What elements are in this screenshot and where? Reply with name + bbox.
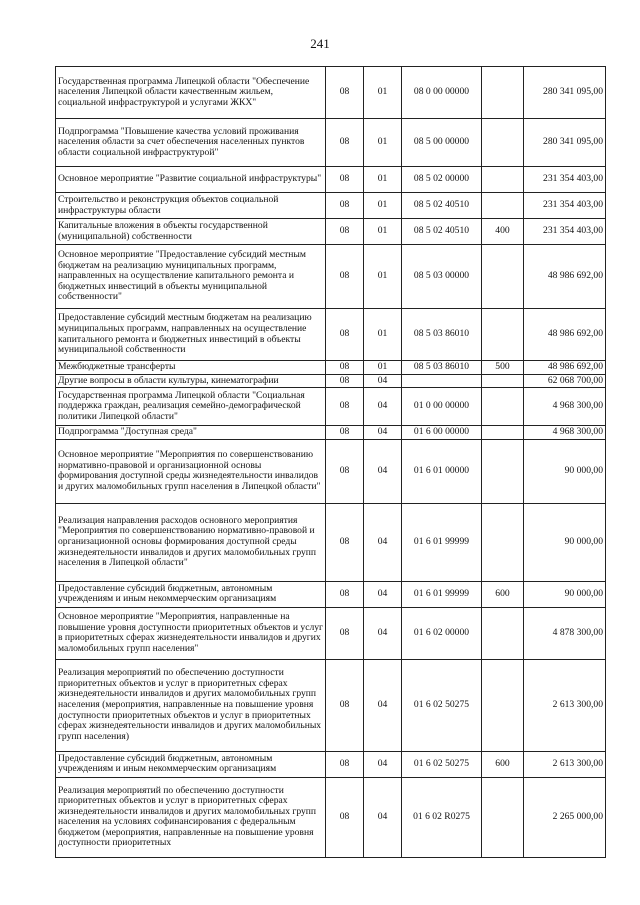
subsection-code-cell: 04: [364, 581, 402, 607]
expense-type-cell: [482, 659, 524, 751]
subsection-code-cell: 01: [364, 167, 402, 193]
section-code-cell: 08: [326, 374, 364, 388]
amount-cell: 2 613 300,00: [524, 659, 606, 751]
expense-type-cell: [482, 119, 524, 167]
expense-type-cell: [482, 503, 524, 581]
section-code-cell: 08: [326, 309, 364, 361]
amount-cell: 48 986 692,00: [524, 361, 606, 375]
row-name-cell: Капитальные вложения в объекты государственной (муниципальной) собственности: [56, 219, 326, 245]
amount-cell: 90 000,00: [524, 581, 606, 607]
row-name-cell: Реализация мероприятий по обеспечению доступности приоритетных объектов и услуг в приоритетных сферах жизнедеятельности инвалидов и других маломобильных групп населения (мероприятия, направленные на повышение уровня доступности приоритетных объектов и услуг в приоритетных сферах жизнедеятельности инвалидов и других маломобильных групп населения): [56, 659, 326, 751]
subsection-code-cell: 04: [364, 426, 402, 440]
target-article-cell: 01 6 02 00000: [402, 607, 482, 659]
amount-cell: 48 986 692,00: [524, 309, 606, 361]
expense-type-cell: [482, 67, 524, 119]
row-name-cell: Основное мероприятие "Мероприятия по совершенствованию нормативно-правовой и организационной основы формирования доступной среды жизнедеятельности инвалидов и других маломобильных групп населения в Липецкой области": [56, 439, 326, 503]
row-name-cell: Реализация направления расходов основного мероприятия "Мероприятия по совершенствованию нормативно-правовой и организационной основы формирования доступной среды жизнедеятельности инвалидов и других маломобильных групп населения в Липецкой области": [56, 503, 326, 581]
subsection-code-cell: 04: [364, 607, 402, 659]
expense-type-cell: [482, 439, 524, 503]
section-code-cell: 08: [326, 607, 364, 659]
target-article-cell: 01 6 01 00000: [402, 439, 482, 503]
amount-cell: 231 354 403,00: [524, 167, 606, 193]
amount-cell: 4 968 300,00: [524, 388, 606, 426]
table-row: [56, 67, 606, 119]
target-article-cell: 01 6 01 99999: [402, 503, 482, 581]
section-code-cell: 08: [326, 503, 364, 581]
section-code-cell: 08: [326, 439, 364, 503]
table-row: [56, 439, 606, 503]
target-article-cell: 08 0 00 00000: [402, 67, 482, 119]
row-name-cell: Строительство и реконструкция объектов социальной инфраструктуры области: [56, 193, 326, 219]
amount-cell: 4 968 300,00: [524, 426, 606, 440]
row-name-cell: Межбюджетные трансферты: [56, 361, 326, 375]
table-row: [56, 388, 606, 426]
target-article-cell: 01 6 02 50275: [402, 659, 482, 751]
expense-type-cell: [482, 309, 524, 361]
row-name-cell: Основное мероприятие "Предоставление субсидий местным бюджетам на реализацию муниципальных программ, направленных на осуществление капитального ремонта и бюджетных инвестиций в объекты муниципальной собственности": [56, 245, 326, 309]
amount-cell: 62 068 700,00: [524, 374, 606, 388]
target-article-cell: 08 5 00 00000: [402, 119, 482, 167]
section-code-cell: 08: [326, 245, 364, 309]
table-row: [56, 503, 606, 581]
expense-type-cell: 500: [482, 361, 524, 375]
row-name-cell: Подпрограмма "Доступная среда": [56, 426, 326, 440]
row-name-cell: Государственная программа Липецкой области "Социальная поддержка граждан, реализация семейно-демографической политики Липецкой области": [56, 388, 326, 426]
expense-type-cell: [482, 426, 524, 440]
amount-cell: 231 354 403,00: [524, 193, 606, 219]
section-code-cell: 08: [326, 659, 364, 751]
amount-cell: 280 341 095,00: [524, 67, 606, 119]
row-name-cell: Предоставление субсидий бюджетным, автономным учреждениям и иным некоммерческим организациям: [56, 581, 326, 607]
subsection-code-cell: 01: [364, 219, 402, 245]
section-code-cell: 08: [326, 193, 364, 219]
amount-cell: 231 354 403,00: [524, 219, 606, 245]
section-code-cell: 08: [326, 219, 364, 245]
expense-type-cell: [482, 777, 524, 857]
target-article-cell: [402, 374, 482, 388]
row-name-cell: Государственная программа Липецкой области "Обеспечение населения Липецкой области качественным жильем, социальной инфраструктурой и услугами ЖКХ": [56, 67, 326, 119]
subsection-code-cell: 04: [364, 751, 402, 777]
section-code-cell: 08: [326, 361, 364, 375]
table-row: [56, 659, 606, 751]
table-row: [56, 119, 606, 167]
target-article-cell: 08 5 03 86010: [402, 309, 482, 361]
section-code-cell: 08: [326, 751, 364, 777]
row-name-cell: Реализация мероприятий по обеспечению доступности приоритетных объектов и услуг в приоритетных сферах жизнедеятельности инвалидов и других маломобильных групп населения на условиях софинансирования с федеральным бюджетом (мероприятия, направленные на повышение уровня доступности приоритетных: [56, 777, 326, 857]
subsection-code-cell: 04: [364, 777, 402, 857]
target-article-cell: 08 5 03 00000: [402, 245, 482, 309]
amount-cell: 90 000,00: [524, 503, 606, 581]
target-article-cell: 01 6 02 R0275: [402, 777, 482, 857]
amount-cell: 48 986 692,00: [524, 245, 606, 309]
amount-cell: 90 000,00: [524, 439, 606, 503]
row-name-cell: Основное мероприятие "Мероприятия, направленные на повышение уровня доступности приоритетных объектов и услуг в приоритетных сферах жизнедеятельности инвалидов и других маломобильных групп населения": [56, 607, 326, 659]
amount-cell: 2 613 300,00: [524, 751, 606, 777]
section-code-cell: 08: [326, 119, 364, 167]
subsection-code-cell: 04: [364, 503, 402, 581]
target-article-cell: 08 5 02 40510: [402, 193, 482, 219]
section-code-cell: 08: [326, 388, 364, 426]
amount-cell: 4 878 300,00: [524, 607, 606, 659]
table-row: [56, 193, 606, 219]
target-article-cell: 01 6 02 50275: [402, 751, 482, 777]
target-article-cell: 08 5 02 00000: [402, 167, 482, 193]
subsection-code-cell: 04: [364, 659, 402, 751]
subsection-code-cell: 01: [364, 309, 402, 361]
expense-type-cell: 600: [482, 751, 524, 777]
amount-cell: 2 265 000,00: [524, 777, 606, 857]
table-row: [56, 245, 606, 309]
target-article-cell: 08 5 02 40510: [402, 219, 482, 245]
row-name-cell: Предоставление субсидий местным бюджетам на реализацию муниципальных программ, направленных на осуществление капитального ремонта и бюджетных инвестиций в объекты муниципальной собственности: [56, 309, 326, 361]
target-article-cell: 08 5 03 86010: [402, 361, 482, 375]
expense-type-cell: [482, 374, 524, 388]
table-row: [56, 777, 606, 857]
section-code-cell: 08: [326, 167, 364, 193]
table-row: [56, 374, 606, 388]
subsection-code-cell: 01: [364, 193, 402, 219]
table-row: [56, 361, 606, 375]
row-name-cell: Предоставление субсидий бюджетным, автономным учреждениям и иным некоммерческим организациям: [56, 751, 326, 777]
section-code-cell: 08: [326, 426, 364, 440]
table-row: [56, 751, 606, 777]
expense-type-cell: [482, 245, 524, 309]
page-number: 241: [310, 36, 330, 51]
table-row: [56, 219, 606, 245]
row-name-cell: Основное мероприятие "Развитие социальной инфраструктуры": [56, 167, 326, 193]
table-row: [56, 426, 606, 440]
expense-type-cell: [482, 193, 524, 219]
subsection-code-cell: 04: [364, 374, 402, 388]
section-code-cell: 08: [326, 67, 364, 119]
amount-cell: 280 341 095,00: [524, 119, 606, 167]
table-row: [56, 581, 606, 607]
subsection-code-cell: 04: [364, 439, 402, 503]
row-name-cell: Другие вопросы в области культуры, кинематографии: [56, 374, 326, 388]
subsection-code-cell: 01: [364, 245, 402, 309]
subsection-code-cell: 01: [364, 67, 402, 119]
target-article-cell: 01 0 00 00000: [402, 388, 482, 426]
section-code-cell: 08: [326, 581, 364, 607]
subsection-code-cell: 04: [364, 388, 402, 426]
row-name-cell: Подпрограмма "Повышение качества условий проживания населения области за счет обеспечения населенных пунктов области социальной инфраструктурой": [56, 119, 326, 167]
section-code-cell: 08: [326, 777, 364, 857]
subsection-code-cell: 01: [364, 119, 402, 167]
expense-type-cell: [482, 607, 524, 659]
target-article-cell: 01 6 01 99999: [402, 581, 482, 607]
table-row: [56, 309, 606, 361]
table-row: [56, 167, 606, 193]
expense-type-cell: 400: [482, 219, 524, 245]
subsection-code-cell: 01: [364, 361, 402, 375]
expense-type-cell: 600: [482, 581, 524, 607]
target-article-cell: 01 6 00 00000: [402, 426, 482, 440]
budget-table: [55, 66, 606, 858]
expense-type-cell: [482, 167, 524, 193]
budget-table-body: [56, 67, 606, 858]
expense-type-cell: [482, 388, 524, 426]
table-row: [56, 607, 606, 659]
